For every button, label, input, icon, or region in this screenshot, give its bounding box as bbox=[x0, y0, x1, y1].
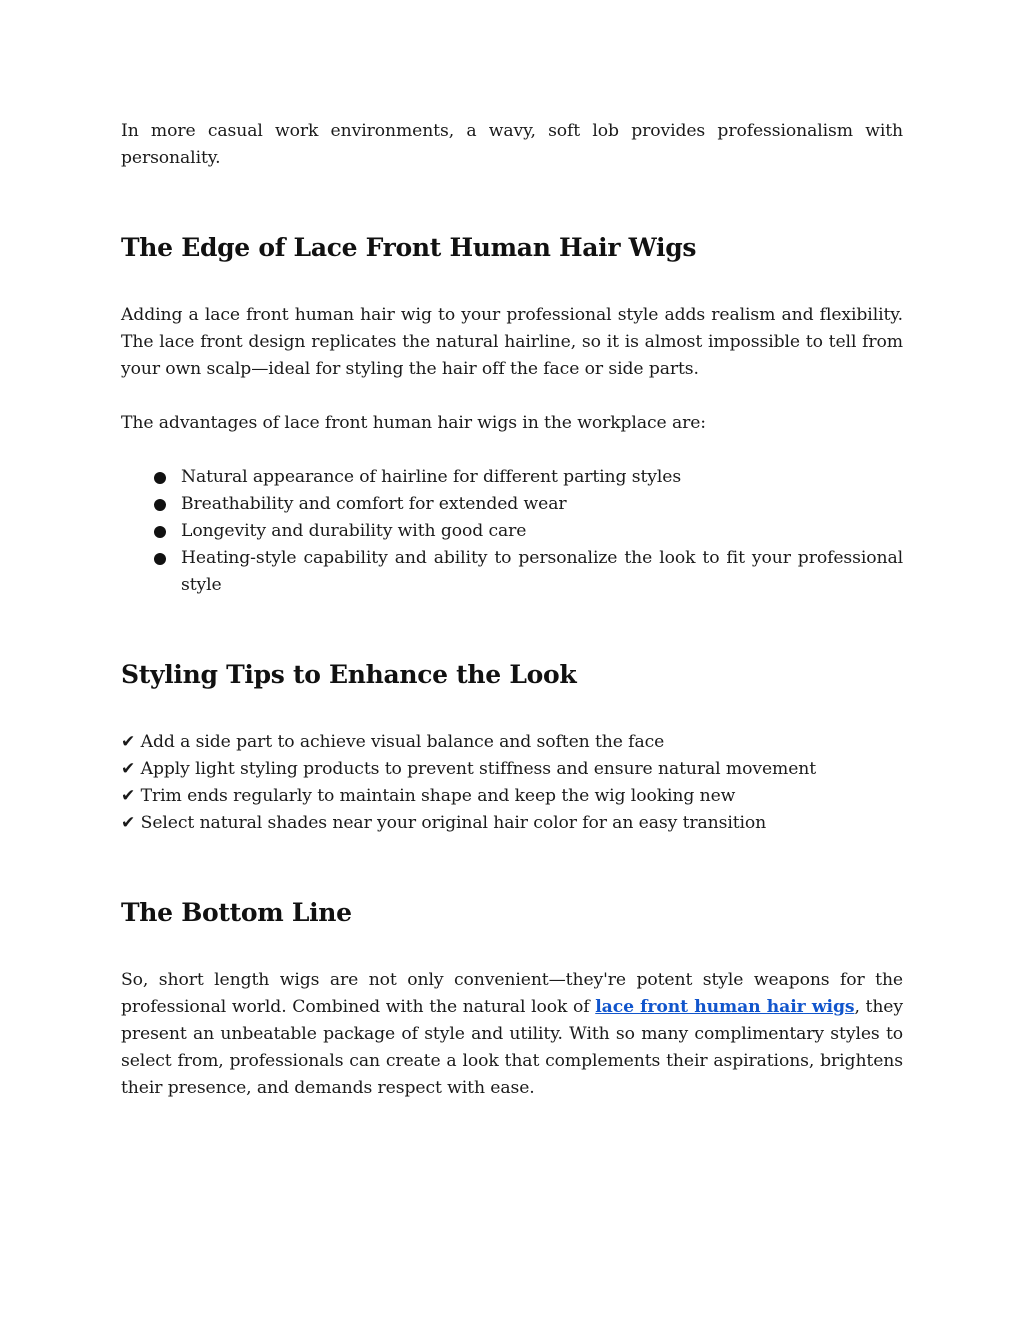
heading-styling-tips: Styling Tips to Enhance the Look bbox=[121, 660, 577, 689]
styling-tips-list bbox=[121, 729, 903, 837]
bullet-icon bbox=[154, 499, 166, 511]
advantages-lead-paragraph: The advantages of lace front human hair wigs in the workplace are: bbox=[121, 413, 706, 433]
list-item bbox=[181, 518, 903, 545]
intro-paragraph: In more casual work environments, a wavy, soft lob provides professionalism with personality. bbox=[121, 121, 903, 168]
tip-item: ✔ Trim ends regularly to maintain shape and keep the wig looking new bbox=[121, 786, 736, 806]
tip-item: ✔ Add a side part to achieve visual balance and soften the face bbox=[121, 732, 665, 752]
document-page bbox=[121, 118, 903, 1102]
bullet-icon bbox=[154, 472, 166, 484]
advantages-list bbox=[121, 464, 903, 599]
heading-lace-front-edge: The Edge of Lace Front Human Hair Wigs bbox=[121, 233, 697, 262]
bullet-icon bbox=[154, 553, 166, 565]
lace-front-intro-paragraph: Adding a lace front human hair wig to your professional style adds realism and flexibility. The lace front design replicates the natural hairline, so it is almost impossible to tell from your own scalp—ideal for styling the hair off the face or side parts. bbox=[121, 305, 903, 379]
list-item-text: Heating-style capability and ability to personalize the look to fit your professional style bbox=[181, 548, 903, 595]
bottom-line-paragraph bbox=[121, 967, 903, 1102]
heading-bottom-line: The Bottom Line bbox=[121, 898, 352, 927]
bullet-icon bbox=[154, 526, 166, 538]
list-item bbox=[181, 464, 903, 491]
list-item-text: Longevity and durability with good care bbox=[181, 521, 527, 541]
list-item bbox=[181, 545, 903, 599]
tip-item: ✔ Apply light styling products to prevent stiffness and ensure natural movement bbox=[121, 759, 817, 779]
bottom-text-before-link: So, short length wigs are not only convenient—they're potent style weapons for the professional world. Combined with the natural look of bbox=[121, 970, 903, 1017]
list-item-text: Natural appearance of hairline for different parting styles bbox=[181, 467, 682, 487]
lace-front-wigs-link[interactable]: lace front human hair wigs bbox=[595, 997, 855, 1017]
list-item-text: Breathability and comfort for extended wear bbox=[181, 494, 567, 514]
list-item bbox=[181, 491, 903, 518]
tip-item: ✔ Select natural shades near your original hair color for an easy transition bbox=[121, 813, 767, 833]
bottom-text-after-link: , they present an unbeatable package of style and utility. With so many complimentary styles to select from, professionals can create a look that complements their aspirations, brightens their presence, and demands respect with ease. bbox=[121, 997, 903, 1098]
